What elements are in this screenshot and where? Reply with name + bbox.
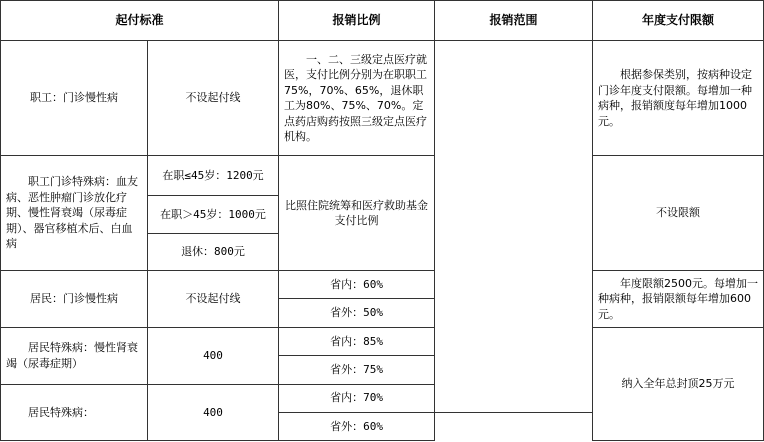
header-scope: 报销范围 xyxy=(435,1,593,41)
limit-cell: 不设限额 xyxy=(593,156,764,271)
header-limit: 年度支付限额 xyxy=(593,1,764,41)
scope-cell xyxy=(435,41,593,412)
threshold-cell: 在职＞45岁：1000元 xyxy=(148,196,279,233)
table-row xyxy=(1,270,764,298)
table-row xyxy=(1,41,764,156)
limit-cell: 纳入全年总封顶25万元 xyxy=(593,328,764,441)
ratio-cell: 省外：50% xyxy=(279,299,435,328)
ratio-cell: 省内：70% xyxy=(279,384,435,412)
category-cell: 职工：门诊慢性病 xyxy=(1,41,148,156)
category-cell: 居民特殊病：慢性肾衰竭（尿毒症期） xyxy=(1,328,148,384)
ratio-cell: 省外：75% xyxy=(279,356,435,384)
threshold-cell: 不设起付线 xyxy=(148,41,279,156)
header-row xyxy=(1,1,764,41)
table-row xyxy=(1,156,764,196)
threshold-cell: 400 xyxy=(148,328,279,384)
category-cell: 居民：门诊慢性病 xyxy=(1,270,148,327)
table-row xyxy=(1,328,764,356)
ratio-cell: 省内：85% xyxy=(279,328,435,356)
category-cell: 居民特殊病： xyxy=(1,384,148,440)
threshold-cell: 退休：800元 xyxy=(148,233,279,270)
limit-cell: 根据参保类别，按病种设定门诊年度支付限额。每增加一种病种，报销额度每年增加1000元。 xyxy=(593,41,764,156)
header-threshold: 起付标准 xyxy=(1,1,279,41)
limit-cell: 年度限额2500元。每增加一种病种，报销限额每年增加600元。 xyxy=(593,270,764,327)
ratio-cell: 省内：60% xyxy=(279,270,435,298)
threshold-cell: 在职≤45岁：1200元 xyxy=(148,156,279,196)
ratio-cell: 省外：60% xyxy=(279,412,435,440)
header-ratio: 报销比例 xyxy=(279,1,435,41)
ratio-cell: 比照住院统筹和医疗救助基金支付比例 xyxy=(279,156,435,271)
threshold-cell: 不设起付线 xyxy=(148,270,279,327)
threshold-cell: 400 xyxy=(148,384,279,440)
ratio-cell: 一、二、三级定点医疗就医，支付比例分别为在职职工75%，70%、65%，退休职工为80%、75%、70%。定点药店购药按照三级定点医疗机构。 xyxy=(279,41,435,156)
category-cell: 职工门诊特殊病：血友病、恶性肿瘤门诊放化疗期、慢性肾衰竭（尿毒症期）、器官移植术后、白血病 xyxy=(1,156,148,271)
